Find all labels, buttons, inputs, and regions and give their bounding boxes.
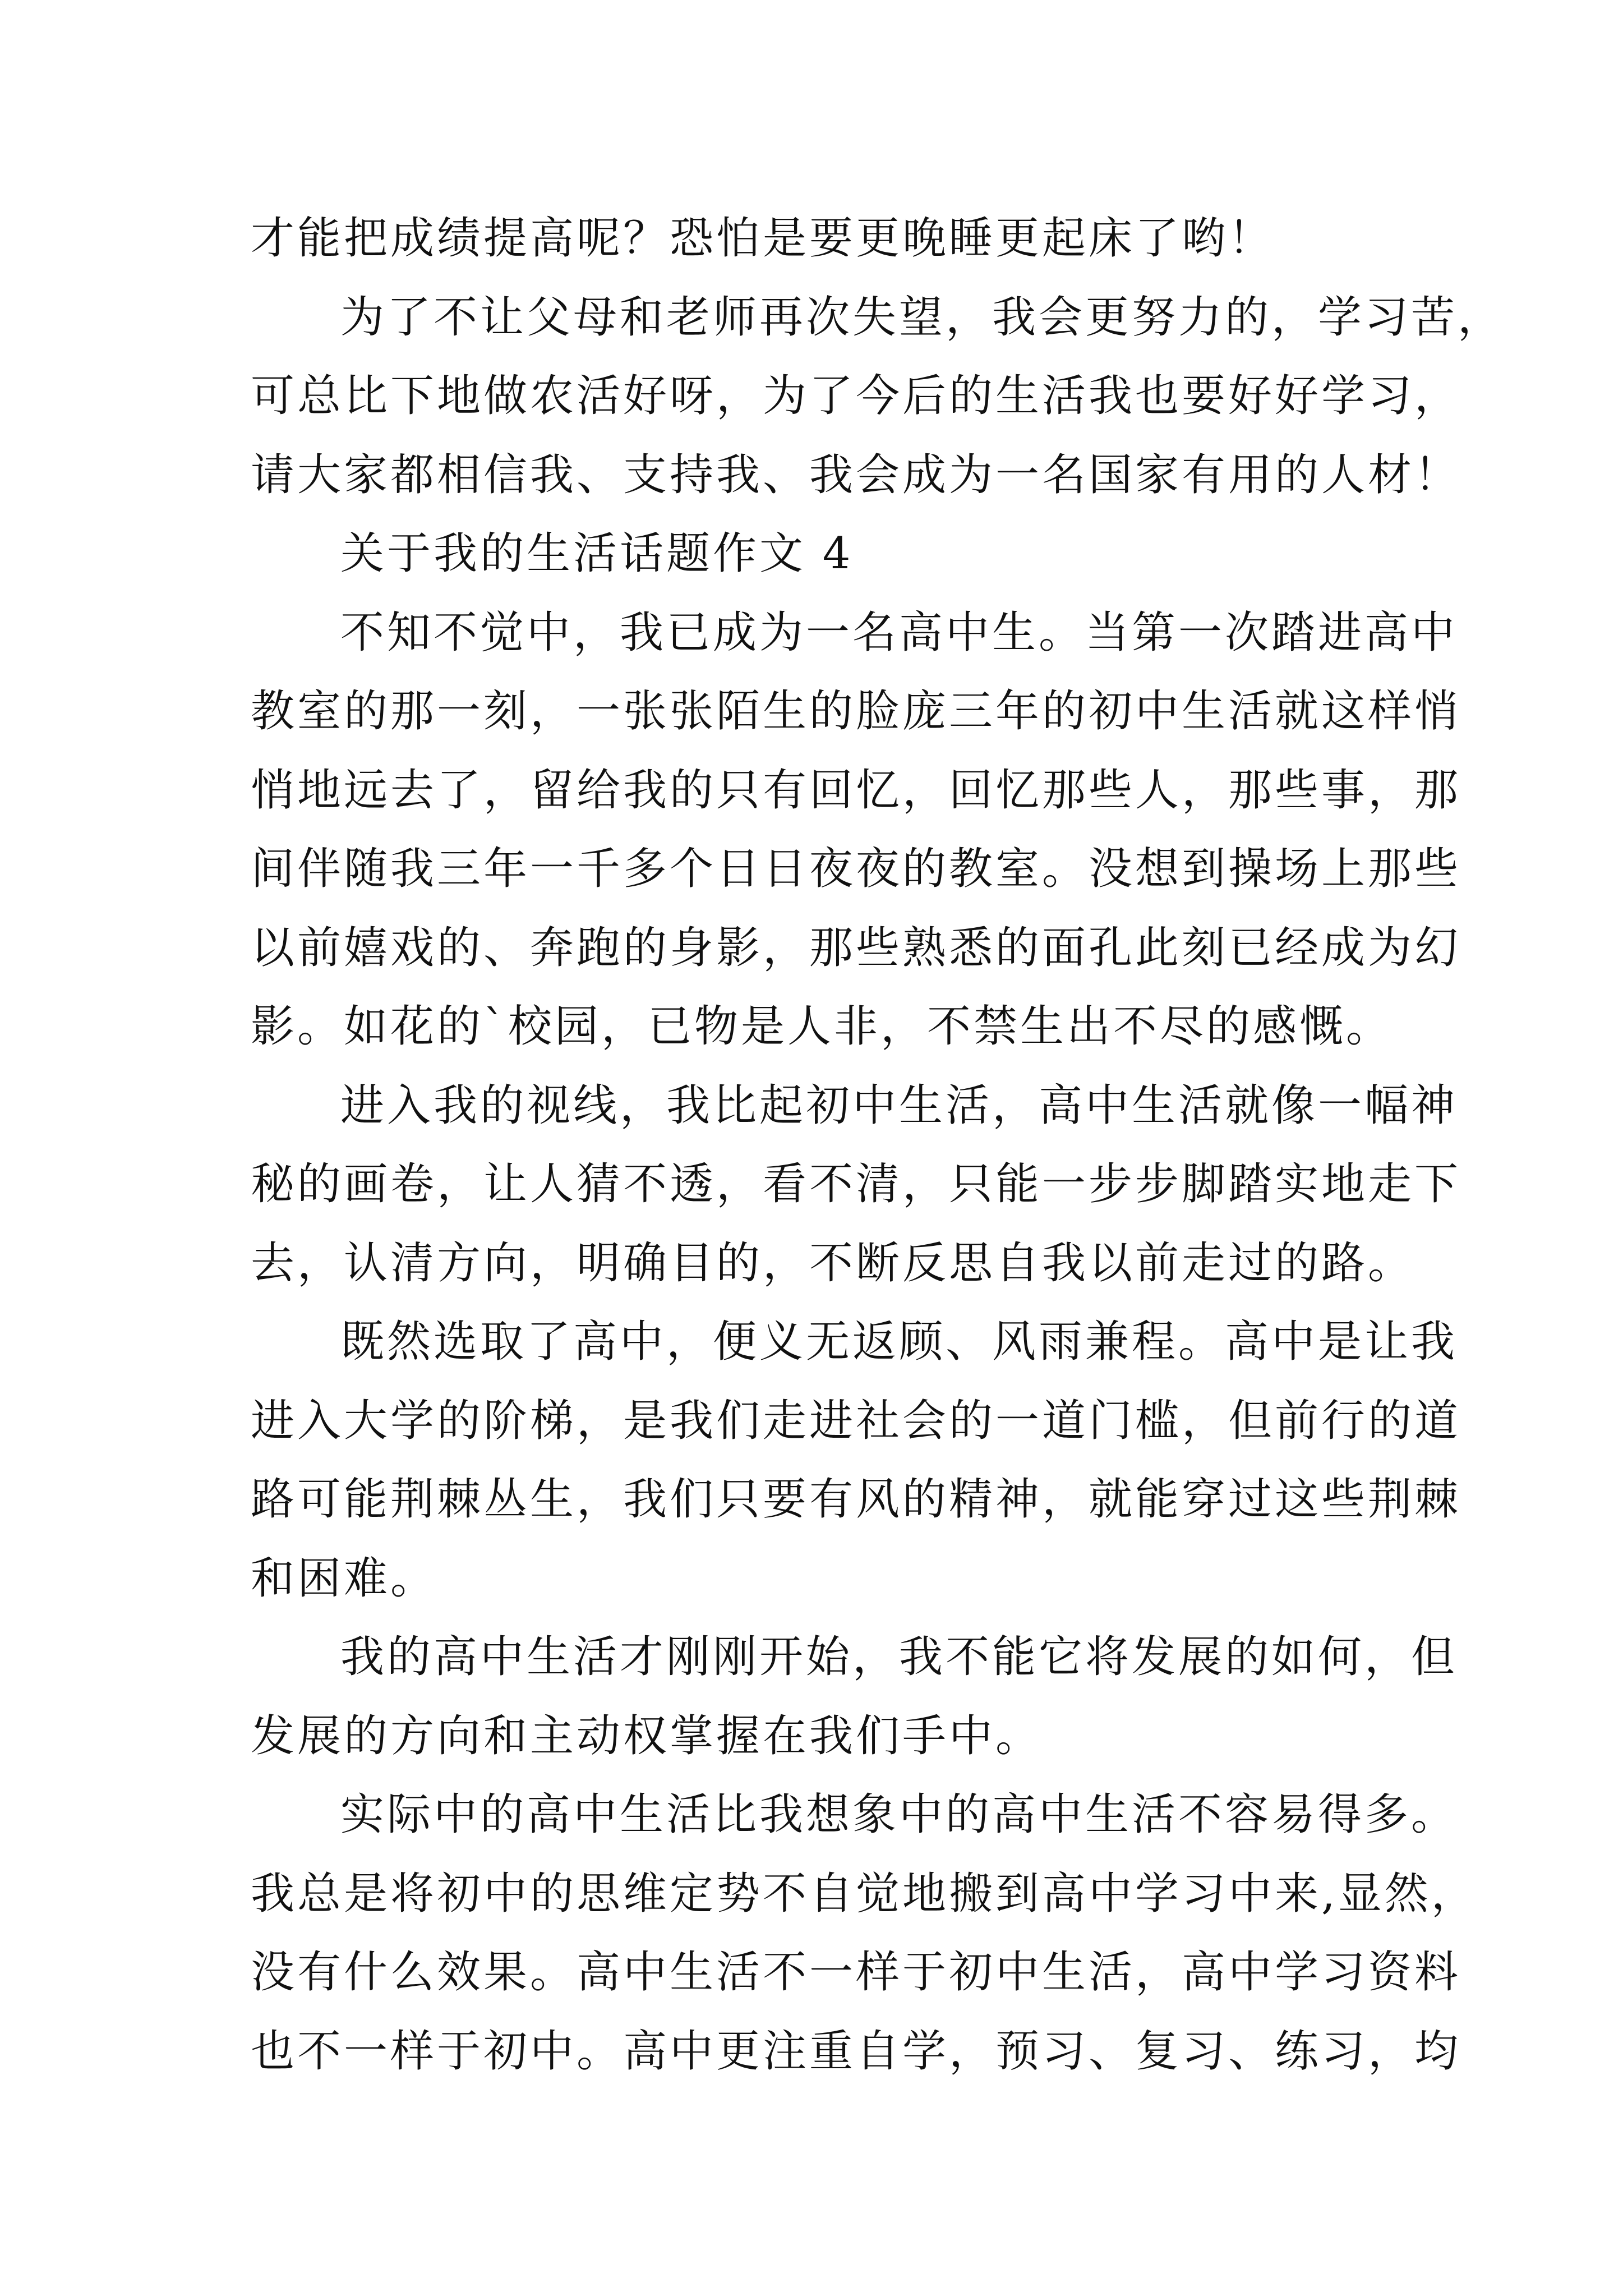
document-body bbox=[251, 199, 1505, 2091]
text-line: 没有什么效果。高中生活不一样于初中生活，高中学习资料 bbox=[251, 1947, 1461, 1998]
text-line: 我总是将初中的思维定势不自觉地搬到高中学习中来,显然， bbox=[251, 1868, 1478, 1919]
section-heading: 关于我的生活话题作文 4 bbox=[340, 528, 854, 579]
text-line: 以前嬉戏的、奔跑的身影，那些熟悉的面孔此刻已经成为幻 bbox=[251, 922, 1461, 973]
text-line: 影。如花的`校园，已物是人非，不禁生出不尽的感慨。 bbox=[251, 1001, 1393, 1052]
text-line: 进入我的视线，我比起初中生活，高中生活就像一幅神 bbox=[340, 1080, 1458, 1131]
text-line: 才能把成绩提高呢？恐怕是要更晚睡更起床了哟！ bbox=[251, 213, 1275, 264]
text-line: 发展的方向和主动权掌握在我们手中。 bbox=[251, 1710, 1043, 1761]
text-line: 秘的画卷，让人猜不透，看不清，只能一步步脚踏实地走下 bbox=[251, 1159, 1461, 1209]
text-line: 请大家都相信我、支持我、我会成为一名国家有用的人材！ bbox=[251, 449, 1461, 500]
text-line: 路可能荆棘丛生，我们只要有风的精神，就能穿过这些荆棘 bbox=[251, 1474, 1461, 1525]
text-line: 实际中的高中生活比我想象中的高中生活不容易得多。 bbox=[340, 1789, 1458, 1840]
text-line: 不知不觉中，我已成为一名高中生。当第一次踏进高中 bbox=[340, 607, 1458, 658]
text-line: 可总比下地做农活好呀，为了今后的生活我也要好好学习， bbox=[251, 371, 1461, 421]
text-line: 和困难。 bbox=[251, 1553, 437, 1604]
text-line: 为了不让父母和老师再次失望，我会更努力的，学习苦， bbox=[340, 292, 1505, 343]
text-line: 也不一样于初中。高中更注重自学，预习、复习、练习，均 bbox=[251, 2026, 1461, 2077]
text-line: 进入大学的阶梯，是我们走进社会的一道门槛，但前行的道 bbox=[251, 1395, 1461, 1446]
text-line: 间伴随我三年一千多个日日夜夜的教室。没想到操场上那些 bbox=[251, 844, 1461, 894]
text-line: 教室的那一刻，一张张陌生的脸庞三年的初中生活就这样悄 bbox=[251, 686, 1461, 737]
text-line: 悄地远去了，留给我的只有回忆，回忆那些人，那些事，那 bbox=[251, 765, 1461, 816]
text-line: 我的高中生活才刚刚开始，我不能它将发展的如何，但 bbox=[340, 1632, 1458, 1682]
text-line: 去，认清方向，明确目的，不断反思自我以前走过的路。 bbox=[251, 1237, 1415, 1289]
text-line: 既然选取了高中，便义无返顾、风雨兼程。高中是让我 bbox=[340, 1317, 1458, 1367]
